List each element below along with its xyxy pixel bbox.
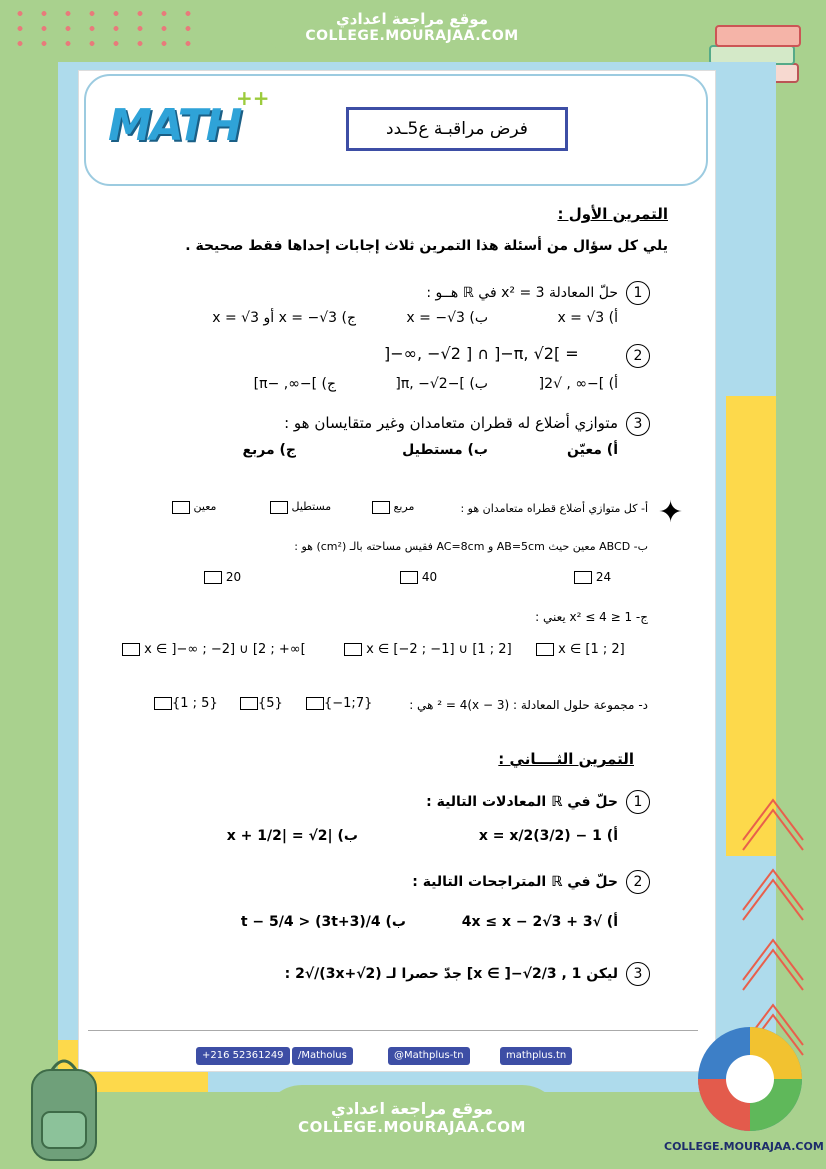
school-wheel-icon	[696, 1025, 804, 1133]
site-url-small[interactable]: COLLEGE.MOURAJAA.COM	[664, 1140, 824, 1153]
q2-option-a: أ) ]−∞ , √2[	[538, 376, 618, 392]
checkbox[interactable]	[204, 571, 222, 584]
ex1-heading: التمرين الأول :	[557, 205, 668, 223]
q2-number: 2	[626, 344, 650, 368]
cq-b-opt2: 40	[400, 570, 437, 584]
cq-c-opt1: x ∈ [1 ; 2]	[536, 642, 625, 657]
checkbox[interactable]	[154, 697, 172, 710]
star-icon: ✦	[658, 495, 684, 530]
cq-d-opt1: {−1;7}	[306, 696, 372, 711]
checkbox[interactable]	[574, 571, 592, 584]
cq-c-opt2: x ∈ [−2 ; −1] ∪ [1 ; 2]	[344, 642, 512, 657]
cq-b-opt3: 20	[204, 570, 241, 584]
q2-option-b: ب) ]−π, −√2[	[395, 376, 488, 392]
bottom-banner	[262, 1085, 562, 1169]
checkbox[interactable]	[306, 697, 324, 710]
site-url-bottom[interactable]: COLLEGE.MOURAJAA.COM	[298, 1118, 526, 1136]
checkbox[interactable]	[240, 697, 258, 710]
youtube-badge[interactable]: @Mathplus-tn	[388, 1047, 470, 1065]
checkbox[interactable]	[344, 643, 362, 656]
checkbox[interactable]	[172, 501, 190, 514]
q1-option-a: أ) x = √3	[557, 310, 618, 326]
ex2-q3-text: ليكن x ∈ ]−√2/3 , 1] جدّ حصرا لـ (3x+√2)/√2 :	[284, 966, 618, 982]
ex2-q2-b: ب) t − 5/4 > (3t+3)/4	[240, 914, 406, 930]
q1-number: 1	[626, 281, 650, 305]
checkbox[interactable]	[122, 643, 140, 656]
frame-accent	[726, 396, 776, 856]
checkbox[interactable]	[270, 501, 288, 514]
q3-text: متوازي أضلاع له قطران متعامدان وغير متقايسان هو :	[284, 414, 618, 432]
ex2-q2-a: أ) √3 + 4x ≤ x − 2√3	[461, 914, 618, 930]
exam-title: فرض مراقبـة ع5ـدد	[346, 107, 568, 151]
ex2-heading: التمرين الثــــاني :	[498, 750, 634, 768]
q2-option-c: ج) ]−∞, −π]	[253, 376, 336, 392]
cq-b-opt1: 24	[574, 570, 611, 584]
ex2-q1-a: أ) 1 − (3/2)x = x/2	[478, 828, 618, 844]
cq-a-opt2: مستطيل	[270, 500, 331, 514]
q3-option-b: ب) مستطيل	[402, 442, 488, 458]
site-name-bottom: موقع مراجعة اعدادي	[330, 1099, 494, 1118]
ex2-q2-text: حلّ في ℝ المتراجحات التالية :	[412, 874, 618, 890]
cq-d-opt3: {1 ; 5}	[154, 696, 218, 711]
logo-plus: ++	[236, 86, 270, 110]
q2-text: ]−∞, −√2 ] ∩ ]−π, √2[ =	[384, 344, 579, 363]
cq-c: ج- 1 ≤ x² ≤ 4 يعني :	[535, 610, 648, 624]
cq-b: ب- ABCD معين حيث AB=5cm و AC=8cm فقيس مساحته بالـ (cm²) هو :	[294, 540, 648, 553]
cq-a-opt3: معين	[172, 500, 216, 514]
web-badge[interactable]: mathplus.tn	[500, 1047, 572, 1065]
facebook-badge[interactable]: /Matholus	[292, 1047, 353, 1065]
q3-number: 3	[626, 412, 650, 436]
ex2-q1-number: 1	[626, 790, 650, 814]
q1-option-b: ب) x = −√3	[406, 310, 488, 326]
math-logo: MATH	[108, 100, 241, 151]
q1-text: حلّ المعادلة x² = 3 في ℝ هــو :	[426, 285, 618, 301]
checkbox[interactable]	[400, 571, 418, 584]
checkbox[interactable]	[536, 643, 554, 656]
site-name: موقع مراجعة اعدادي	[336, 10, 488, 28]
checkbox[interactable]	[372, 501, 390, 514]
q3-option-a: أ) معيّن	[567, 442, 618, 458]
cq-d: د- مجموعة حلول المعادلة : (x − 3)² = 4 هي :	[409, 698, 648, 712]
phone-badge: +216 52361249	[196, 1047, 290, 1065]
ex1-instruction: يلي كل سؤال من أسئلة هذا التمرين ثلاث إجابات إحداها فقط صحيحة .	[185, 238, 668, 254]
site-url[interactable]: COLLEGE.MOURAJAA.COM	[305, 28, 519, 44]
schoolbag-icon	[14, 1050, 114, 1165]
ex2-q2-number: 2	[626, 870, 650, 894]
q1-option-c: ج) x = −√3 أو x = √3	[212, 310, 356, 326]
cq-a: أ- كل متوازي أضلاع قطراه متعامدان هو :	[460, 502, 648, 515]
ex2-q1-b: ب) |x + 1/2| = √2	[226, 828, 358, 844]
cq-c-opt3: x ∈ ]−∞ ; −2] ∪ [2 ; +∞[	[122, 642, 306, 657]
cq-a-opt1: مربع	[372, 500, 414, 514]
q3-option-c: ج) مربع	[242, 442, 296, 458]
cq-d-opt2: {5}	[240, 696, 283, 711]
top-banner	[262, 0, 562, 58]
decor-dots	[8, 6, 203, 56]
ex2-q3-number: 3	[626, 962, 650, 986]
chevron-decor-icon	[738, 790, 808, 1060]
ex2-q1-text: حلّ في ℝ المعادلات التالية :	[426, 794, 618, 810]
footer-divider	[88, 1030, 698, 1031]
